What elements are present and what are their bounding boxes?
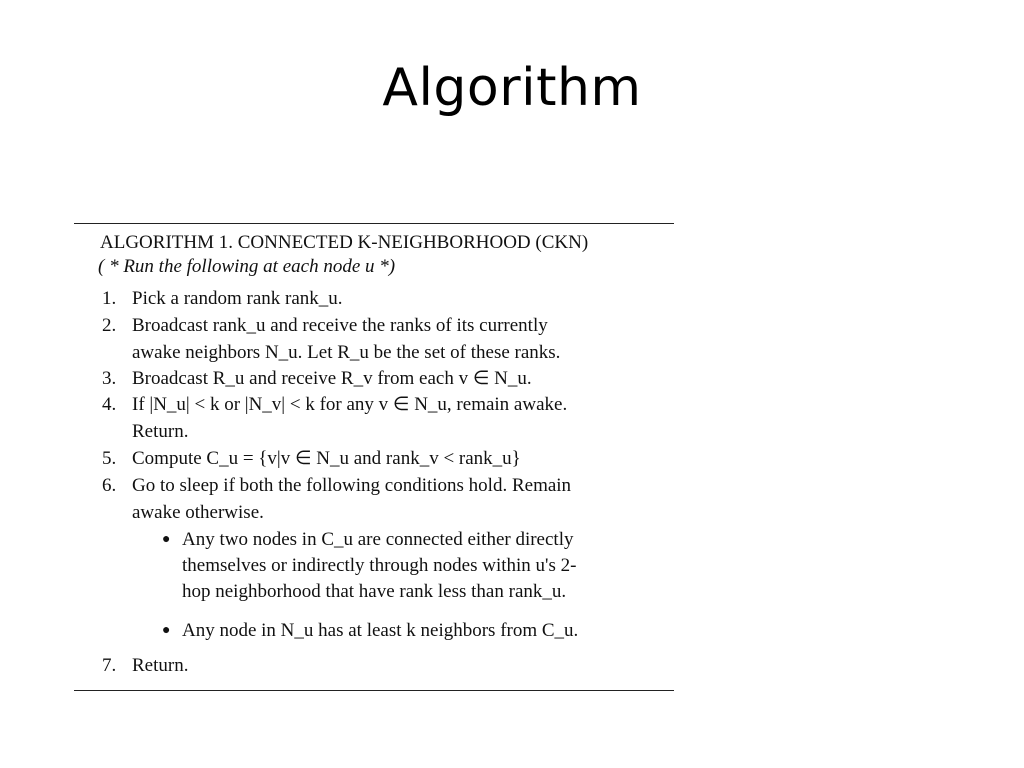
algorithm-subheader: ( * Run the following at each node u *): [98, 256, 396, 277]
algorithm-step-1: 1. Pick a random rank rank_u.: [102, 286, 672, 312]
step-line: Return.: [132, 421, 189, 442]
bullet-dot-icon: ●: [162, 623, 171, 638]
bullet-dot-icon: ●: [162, 532, 171, 547]
bullet-line: Any node in N_u has at least k neighbors from C_u.: [182, 620, 579, 641]
step-line: awake otherwise.: [132, 502, 264, 523]
algorithm-header: ALGORITHM 1. CONNECTED K-NEIGHBORHOOD (CKN): [100, 232, 589, 253]
bullet-line: hop neighborhood that have rank less than rank_u.: [182, 581, 567, 602]
algorithm-step-5: 5. Compute C_u = {v|v ∈ N_u and rank_v < rank_u}: [102, 446, 672, 472]
step-line: awake neighbors N_u. Let R_u be the set of these ranks.: [132, 342, 561, 363]
algorithm-box: [74, 223, 674, 691]
step-line: If |N_u| < k or |N_v| < k for any v ∈ N_u, remain awake.: [132, 394, 568, 415]
bullet-line: Any two nodes in C_u are connected either directly: [182, 529, 574, 550]
step-line: Compute C_u = {v|v ∈ N_u and rank_v < rank_u}: [132, 448, 521, 469]
algorithm-step-7: 7. Return.: [102, 653, 672, 679]
algorithm-step-2: 2. Broadcast rank_u and receive the ranks of its currently awake neighbors N_u. Let R_u be the set of these ranks.: [102, 313, 672, 339]
step-line: Broadcast rank_u and receive the ranks of its currently: [132, 315, 548, 336]
step-line: Pick a random rank rank_u.: [132, 288, 343, 309]
algorithm-step-6: 6. Go to sleep if both the following conditions hold. Remain awake otherwise.: [102, 473, 672, 499]
step-line: Broadcast R_u and receive R_v from each v ∈ N_u.: [132, 368, 532, 389]
algorithm-step-4: 4. If |N_u| < k or |N_v| < k for any v ∈ N_u, remain awake. Return.: [102, 392, 672, 418]
bullet-line: themselves or indirectly through nodes within u's 2-: [182, 555, 577, 576]
slide-title: Algorithm: [382, 58, 642, 118]
algorithm-step-3: 3. Broadcast R_u and receive R_v from each v ∈ N_u.: [102, 366, 672, 392]
step-line: Go to sleep if both the following conditions hold. Remain: [132, 475, 572, 496]
step-line: Return.: [132, 655, 189, 676]
